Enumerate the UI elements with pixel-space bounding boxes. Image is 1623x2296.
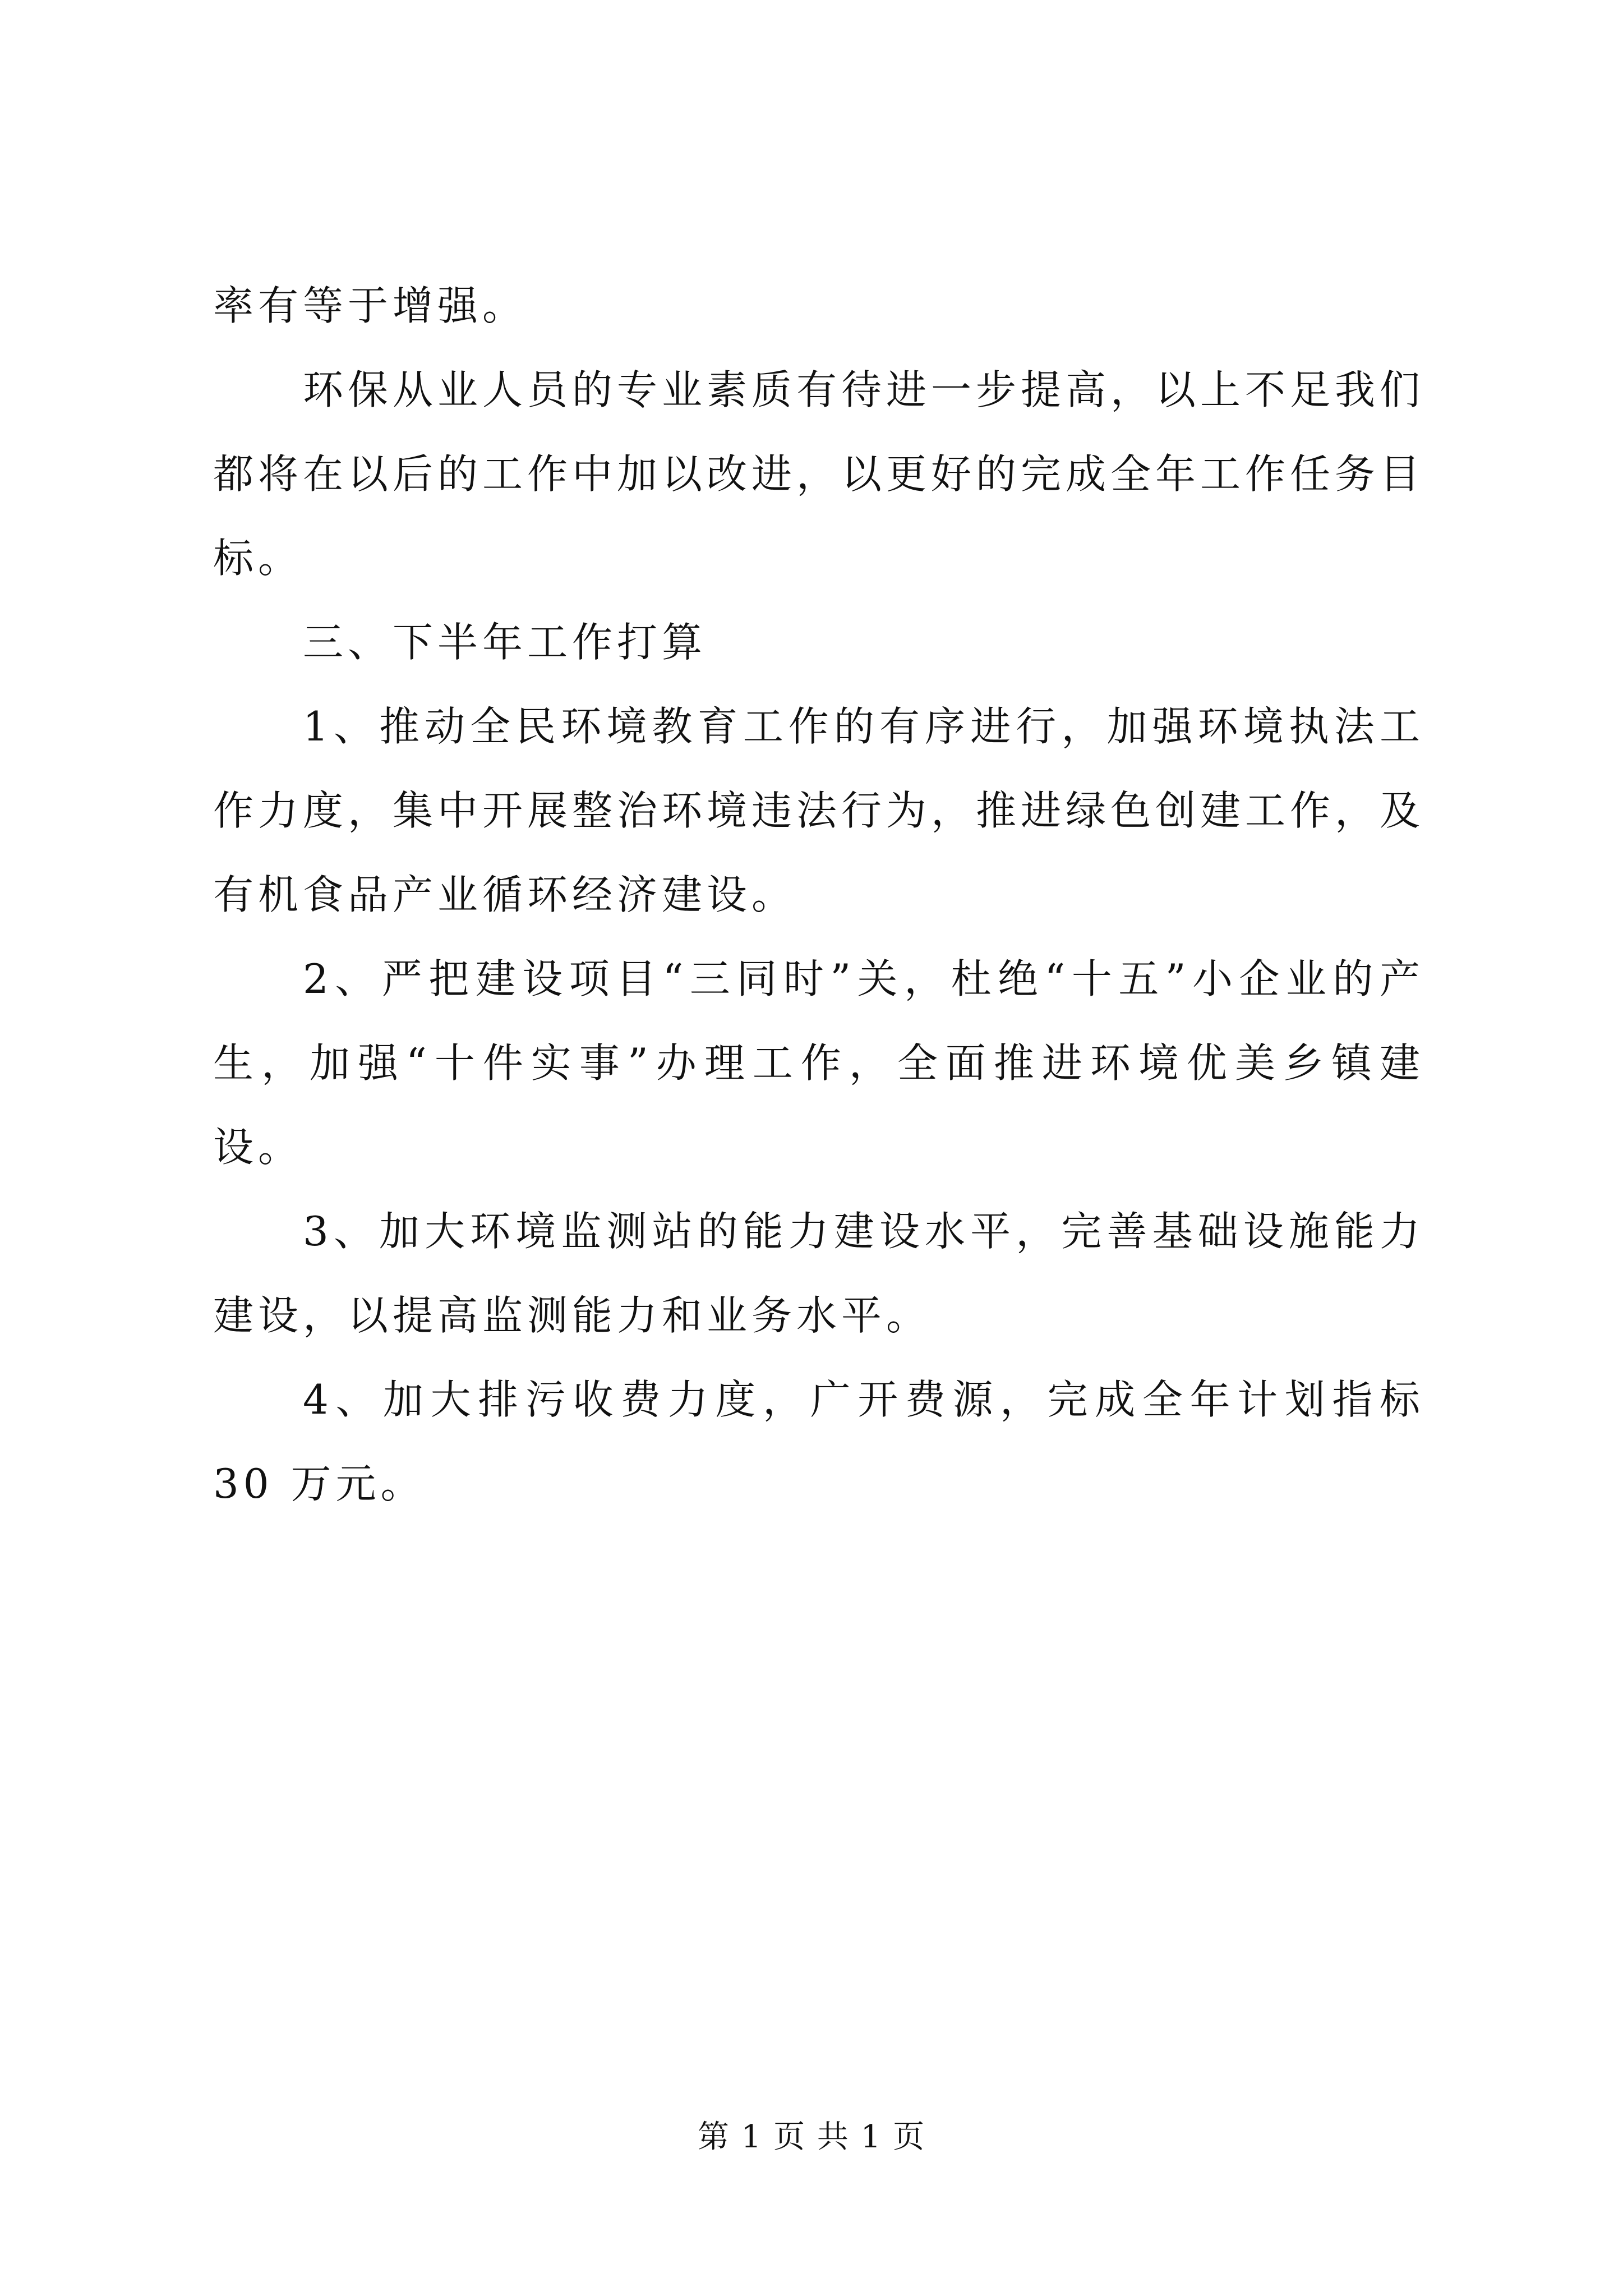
plan-item-2: 2、严把建设项目“三同时”关，杜绝“十五”小企业的产生，加强“十件实事”办理工作，全面推进环境优美乡镇建设。 xyxy=(213,955,1424,1171)
plan-item-3: 3、加大环境监测站的能力建设水平，完善基础设施能力建设，以提高监测能力和业务水平。 xyxy=(213,1208,1424,1339)
plan-item-4: 4、加大排污收费力度，广开费源，完成全年计划指标 30 万元。 xyxy=(213,1376,1424,1507)
paragraph-staff-quality: 环保从业人员的专业素质有待进一步提高，以上不足我们都将在以后的工作中加以改进，以更好的完成全年工作任务目标。 xyxy=(213,366,1425,582)
paragraph-continuation: 率有等于增强。 xyxy=(213,282,528,329)
document-body xyxy=(213,264,1424,1526)
plan-item-1: 1、推动全民环境教育工作的有序进行，加强环境执法工作力度，集中开展整治环境违法行为，推进绿色创建工作，及有机食品产业循环经济建设。 xyxy=(213,703,1425,918)
page-number-footer: 第 1 页 共 1 页 xyxy=(697,2119,926,2155)
section-heading: 三、下半年工作打算 xyxy=(303,619,707,666)
